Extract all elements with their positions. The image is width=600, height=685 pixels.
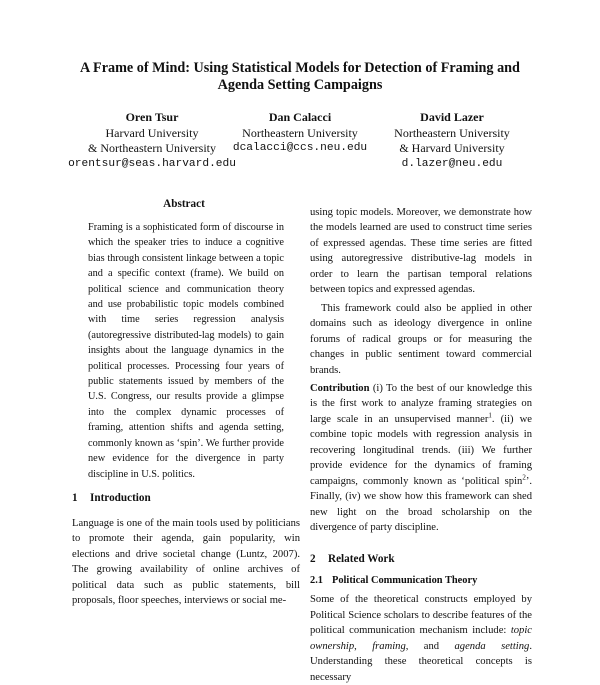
paragraph-text: Some of the theoretical constructs employed by Political Science scholars to describe features of the political communication mechanism include:: [310, 594, 532, 637]
term: topic ownership: [310, 625, 532, 652]
term: agenda setting: [454, 640, 530, 652]
contribution-label: Contribution: [310, 382, 370, 394]
author-email: d.lazer@neu.edu: [401, 157, 503, 170]
section-title: Introduction: [90, 492, 151, 504]
separator: , and: [405, 640, 455, 652]
paragraph: This framework could also be applied in other domains such as ideology divergence in online forums of radical groups or for measuring the changes in public sentiment toward commercial brands.: [310, 302, 532, 376]
author-name: Oren Tsur: [125, 110, 179, 124]
author-affiliation: Northeastern University: [242, 125, 358, 140]
footnote-mark: 1: [488, 411, 492, 420]
paragraph: using topic models. Moreover, we demonstrate how the models learned are used to construct time series of expressed agendas. These time series are fitted using autoregressive distributive-lag models in order to learn the partisan temporal relations between topics and expressed agendas.: [310, 207, 532, 296]
subsection-heading: [310, 573, 532, 588]
author-affiliation: & Northeastern University: [88, 141, 216, 155]
paragraph: [310, 592, 532, 685]
separator: ,: [354, 640, 373, 652]
author-affiliation: Northeastern University: [394, 125, 510, 140]
contribution-text: ’. Finally, (iv) we show how this framework can shed new light on the broad scholarship on the divergence of party discipline.: [310, 475, 532, 534]
footnote-mark: 2: [522, 473, 526, 482]
paragraph-text: . Understanding these theoretical concepts is necessary: [310, 640, 532, 683]
author-name: David Lazer: [420, 110, 484, 124]
author-email: dcalacci@ccs.neu.edu: [232, 142, 368, 154]
section-heading-related-work: [310, 552, 532, 567]
abstract-heading: Abstract: [163, 198, 205, 210]
paper-title: A Frame of Mind: Using Statistical Models for Detection of Framing and Agenda Setting Campaigns: [80, 60, 520, 93]
author-affiliation: & Harvard University: [399, 141, 505, 155]
section-title: Related Work: [328, 552, 395, 565]
author-name: Dan Calacci: [268, 110, 332, 124]
author-affiliation: Harvard University: [105, 125, 199, 140]
section-heading-introduction: [72, 492, 151, 504]
section-number: 2: [310, 552, 316, 565]
abstract-text: Framing is a sophisticated form of discourse in which the speaker tries to induce a cognitive bias through consistent linkage between a topic and a specific context (frame). We build on political science and communication theory and use probabilistic topic models combined with time series regression analysis (autoregressive distributed-lag models) to gain insights about the language dynamics in the political processes. Processing four years of public statements issued by members of the U.S. Congress, our results provide a glimpse into the complex dynamic processes of framing, attention shifts and agenda setting, commonly known as ‘spin’. We further provide new evidence for the divergence in party discipline in U.S. politics.: [88, 222, 284, 480]
subsection-number: 2.1: [310, 574, 323, 586]
author-block: [352, 110, 552, 172]
contribution-text: (i) To the best of our knowledge this is the first work to analyze framing strategies on large scale in an unsupervised manner: [310, 382, 532, 425]
contribution-text: . (ii) we combine topic models with regression analysis in recovering longitudinal trends. (iii) We further provide evidence for the dynamics of framing campaigns, commonly known as ‘political spin: [310, 413, 532, 487]
author-email: orentsur@seas.harvard.edu: [68, 157, 236, 170]
intro-text: Language is one of the main tools used by politicians to promote their agenda, gain popularity, win elections and drive societal change (Luntz, 2007). The growing availability of online archives of political data such as public statements, bill proposals, floor speeches, interviews or social me-: [72, 518, 300, 607]
section-number: 1: [72, 492, 78, 504]
contribution-paragraph: [310, 381, 532, 536]
term: framing: [372, 640, 406, 652]
subsection-title: Political Communication Theory: [332, 574, 478, 586]
right-column: [310, 205, 532, 685]
